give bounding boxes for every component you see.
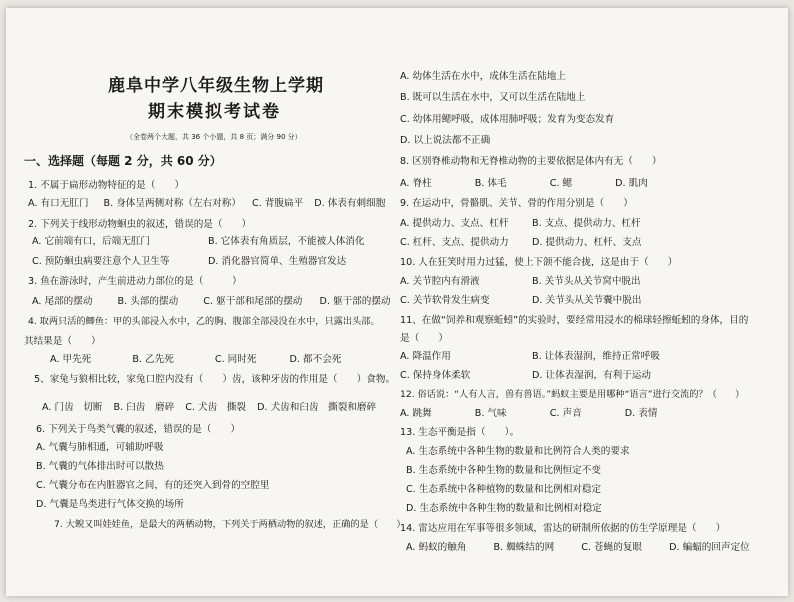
question-text: 9. 在运动中，骨骼肌、关节、骨的作用分别是（ ） [400,198,633,209]
option: A. 生态系统中各种生物的数量和比例符合人类的要求 [406,446,630,457]
question-text: 8. 区别脊椎动物和无脊椎动物的主要依据是体内有无（ ） [400,156,662,167]
option: A. 关节腔内有滑液 [400,276,480,287]
option: B. 既可以生活在水中，又可以生活在陆地上 [400,92,586,103]
option: B. 关节头从关节窝中脱出 [532,276,641,287]
option-row [406,542,750,554]
option: C. 同时死 [214,354,257,365]
option: C. 声音 [549,408,582,419]
option-row [28,198,385,210]
option: D. 表情 [624,408,658,419]
option: C. 杠杆、支点、提供动力 [400,237,509,248]
option: D. 提供动力、杠杆、支点 [532,237,642,248]
option: A. 气囊与肺相通，可辅助呼吸 [36,442,164,453]
option: C. 气囊分布在内脏器官之间，有的还突入到骨的空腔里 [36,480,270,491]
question-text: 11、在做“饲养和观察蚯蚓”的实验时，要经常用浸水的棉球轻擦蚯蚓的身体，目的 [400,315,749,326]
question-text: 2. 下列关于线形动物蛔虫的叙述，错误的是（ ） [28,219,252,230]
exam-note: （全卷两个大题，共 36 个小题，共 8 页；满分 90 分） [126,133,302,141]
question-text: 1. 不属于扁形动物特征的是（ ） [28,180,185,191]
option: D. 都不会死 [289,354,342,365]
option: B. 生态系统中各种生物的数量和比例恒定不变 [406,465,601,476]
option: C. 保持身体柔软 [400,370,471,381]
option: C. 苍蝇的复眼 [581,542,643,553]
question-text: 12. 俗话说：“人有人言，兽有兽语。”蚂蚁主要是用哪种“语言”进行交流的？（ ） [400,389,745,400]
question-text: 10. 人在狂笑时用力过猛，使上下颌不能合拢，这是由于（ ） [400,257,678,268]
option: A. 提供动力、支点、杠杆 [400,218,509,229]
option: B. 身体呈两侧对称（左右对称） [103,198,241,209]
option: C. 背腹扁平 [252,198,304,209]
option: A. 尾部的摆动 [32,296,93,307]
option: A. 降温作用 [400,351,451,362]
option: B. 支点、提供动力、杠杆 [532,218,641,229]
option: D. 让体表湿润，有利于运动 [532,370,652,381]
question-text: 6. 下列关于鸟类气囊的叙述，错误的是（ ） [36,424,241,435]
question-text: 7. 大鲵又叫娃娃鱼，是最大的两栖动物，下列关于两栖动物的叙述，正确的是（ ） [54,519,406,530]
option: C. 生态系统中各种植物的数量和比例相对稳定 [406,484,602,495]
exam-sheet [6,8,788,596]
option: C. 预防蛔虫病要注意个人卫生等 [32,256,170,267]
option: D. 消化器官简单、生殖器官发达 [208,256,347,267]
option: A. 蚂蚁的触角 [406,542,467,553]
option-row [42,402,376,414]
option: D. 体表有刺细胞 [314,198,386,209]
question-text: 4. 取两只活的鲫鱼：甲的头部浸入水中，乙的胸、腹部全部浸没在水中，只露出头部。 [28,316,380,327]
option: C. 关节软骨发生病变 [400,295,490,306]
option: D. 气囊是鸟类进行气体交换的场所 [36,499,184,510]
question-text: 其结果是（ ） [24,336,101,347]
option: A. 跳舞 [400,408,432,419]
option-row [50,354,341,366]
option: D. 关节头从关节囊中脱出 [532,295,642,306]
question-text: 13. 生态平衡是指（ ）。 [400,427,520,438]
option: B. 气味 [474,408,507,419]
option: A. 门齿 切断 [42,402,103,413]
option: C. 躯干部和尾部的摆动 [203,296,303,307]
option: D. 肌肉 [615,178,648,189]
option: B. 臼齿 磨碎 [113,402,175,413]
question-text: 3. 鱼在游泳时，产生前进动力部位的是（ ） [28,276,242,287]
option-row [32,296,391,308]
option: A. 它前端有口，后端无肛门 [32,236,151,247]
option: C. 幼体用鳃呼吸，成体用肺呼吸；发育为变态发育 [400,114,615,125]
option: A. 有口无肛门 [28,198,89,209]
question-text: 14. 雷达应用在军事等很多领域，雷达的研制所依据的仿生学原理是（ ） [400,523,726,534]
option: A. 甲先死 [50,354,92,365]
option: A. 脊柱 [400,178,432,189]
option: D. 生态系统中各种生物的数量和比例相对稳定 [406,503,602,514]
option: B. 蜘蛛结的网 [493,542,555,553]
option: B. 气囊的气体排出时可以散热 [36,461,164,472]
title-line-1: 鹿阜中学八年级生物上学期 [108,76,324,96]
question-text: 是（ ） [400,333,448,344]
option: B. 体毛 [474,178,507,189]
option: B. 让体表湿润，维持正常呼吸 [532,351,660,362]
option-row [400,408,657,420]
title-line-2: 期末模拟考试卷 [148,102,281,122]
option: D. 蝙蝠的回声定位 [669,542,750,553]
option: B. 它体表有角质层，不能被人体消化 [208,236,365,247]
option: C. 犬齿 撕裂 [185,402,247,413]
option: B. 乙先死 [132,354,174,365]
section-heading: 一、选择题（每题 2 分，共 60 分） [24,154,222,168]
option: D. 以上说法都不正确 [400,135,491,146]
option-row [400,178,648,190]
option: B. 头部的摆动 [117,296,179,307]
option: A. 幼体生活在水中，成体生活在陆地上 [400,71,566,82]
option: D. 犬齿和臼齿 撕裂和磨碎 [257,402,377,413]
option: C. 鳃 [549,178,573,189]
option: D. 躯干部的摆动 [319,296,391,307]
question-text: 5、家兔与狼相比较，家兔口腔内没有（ ）齿，该种牙齿的作用是（ ）食物。 [34,374,396,385]
